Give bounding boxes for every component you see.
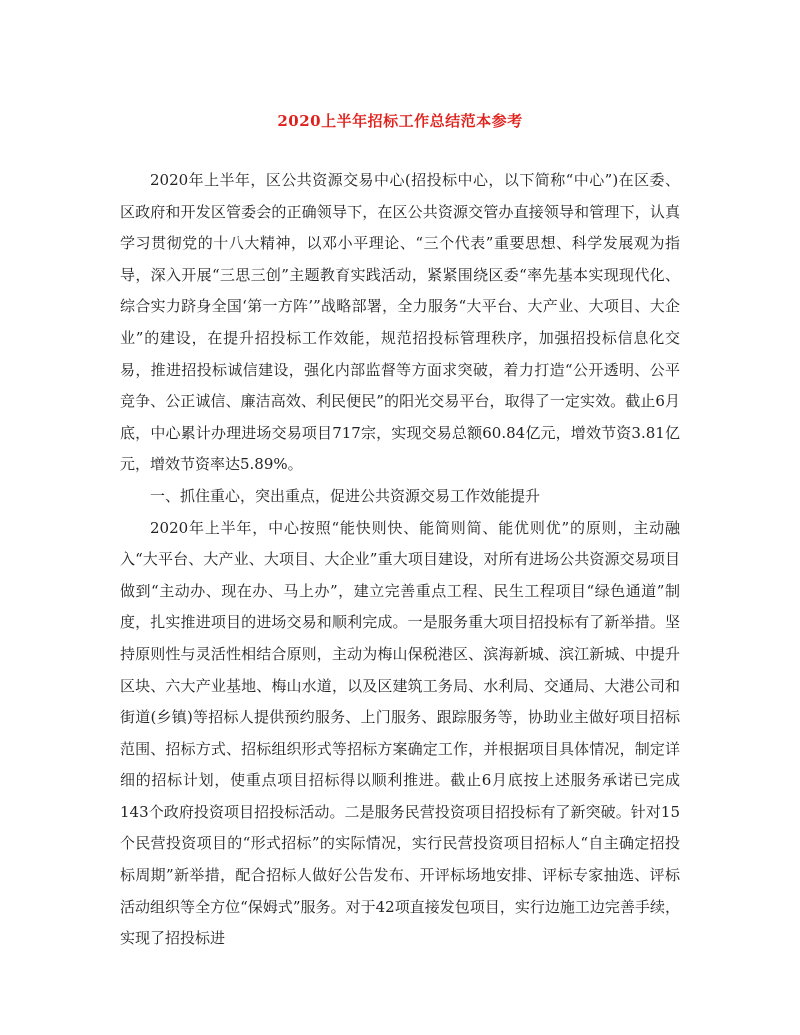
paragraph-section-1: 2020年上半年，中心按照“能快则快、能简则简、能优则优”的原则，主动融入“大平台、大产业、大项目、大企业”重大项目建设，对所有进场公共资源交易项目做到“主动办、现在办、马上办”，建立完善重点工程、民生工程项目“绿色通道”制度，扎实推进项目的进场交易和顺利完成。一是服务重大项目招投标有了新举措。坚持原则性与灵活性相结合原则，主动为梅山保税港区、滨海新城、滨江新城、中提升区块、六大产业基地、梅山水道，以及区建筑工务局、水利局、交通局、大港公司和街道(乡镇)等招标人提供预约服务、上门服务、跟踪服务等，协助业主做好项目招标范围、招标方式、招标组织形式等招标方案确定工作，并根据项目具体情况，制定详细的招标计划，使重点项目招标得以顺利推进。截止6月底按上述服务承诺已完成143个政府投资项目招投标活动。二是服务民营投资项目招投标有了新突破。针对15个民营投资项目的“形式招标”的实际情况，实行民营投资项目招标人“自主确定招投标周期”新举措，配合招标人做好公告发布、开评标场地安排、评标专家抽选、评标活动组织等全方位“保姆式”服务。对于42项直接发包项目，实行边施工边完善手续，实现了招投标进 (120, 518, 680, 948)
section-heading-1: 一、抓住重心，突出重点，促进公共资源交易工作效能提升 (150, 486, 541, 505)
document-title: 2020上半年招标工作总结范本参考 (277, 112, 523, 130)
document-body (120, 165, 680, 955)
paragraph-intro: 2020年上半年，区公共资源交易中心(招投标中心，以下简称“中心”)在区委、区政府和开发区管委会的正确领导下，在区公共资源交管办直接领导和管理下，认真学习贯彻党的十八大精神，以邓小平理论、“三个代表”重要思想、科学发展观为指导，深入开展“三思三创”主题教育实践活动，紧紧围绕区委“率先基本实现现代化、综合实力跻身全国‘第一方阵’”战略部署，全力服务“大平台、大产业、大项目、大企业”的建设，在提升招投标工作效能，规范招投标管理秩序，加强招投标信息化交易，推进招投标诚信建设，强化内部监督等方面求突破，着力打造“公开透明、公平竞争、公正诚信、廉洁高效、利民便民”的阳光交易平台，取得了一定实效。截止6月底，中心累计办理进场交易项目717宗，实现交易总额60.84亿元，增效节资3.81亿元，增效节资率达5.89%。 (120, 171, 680, 474)
